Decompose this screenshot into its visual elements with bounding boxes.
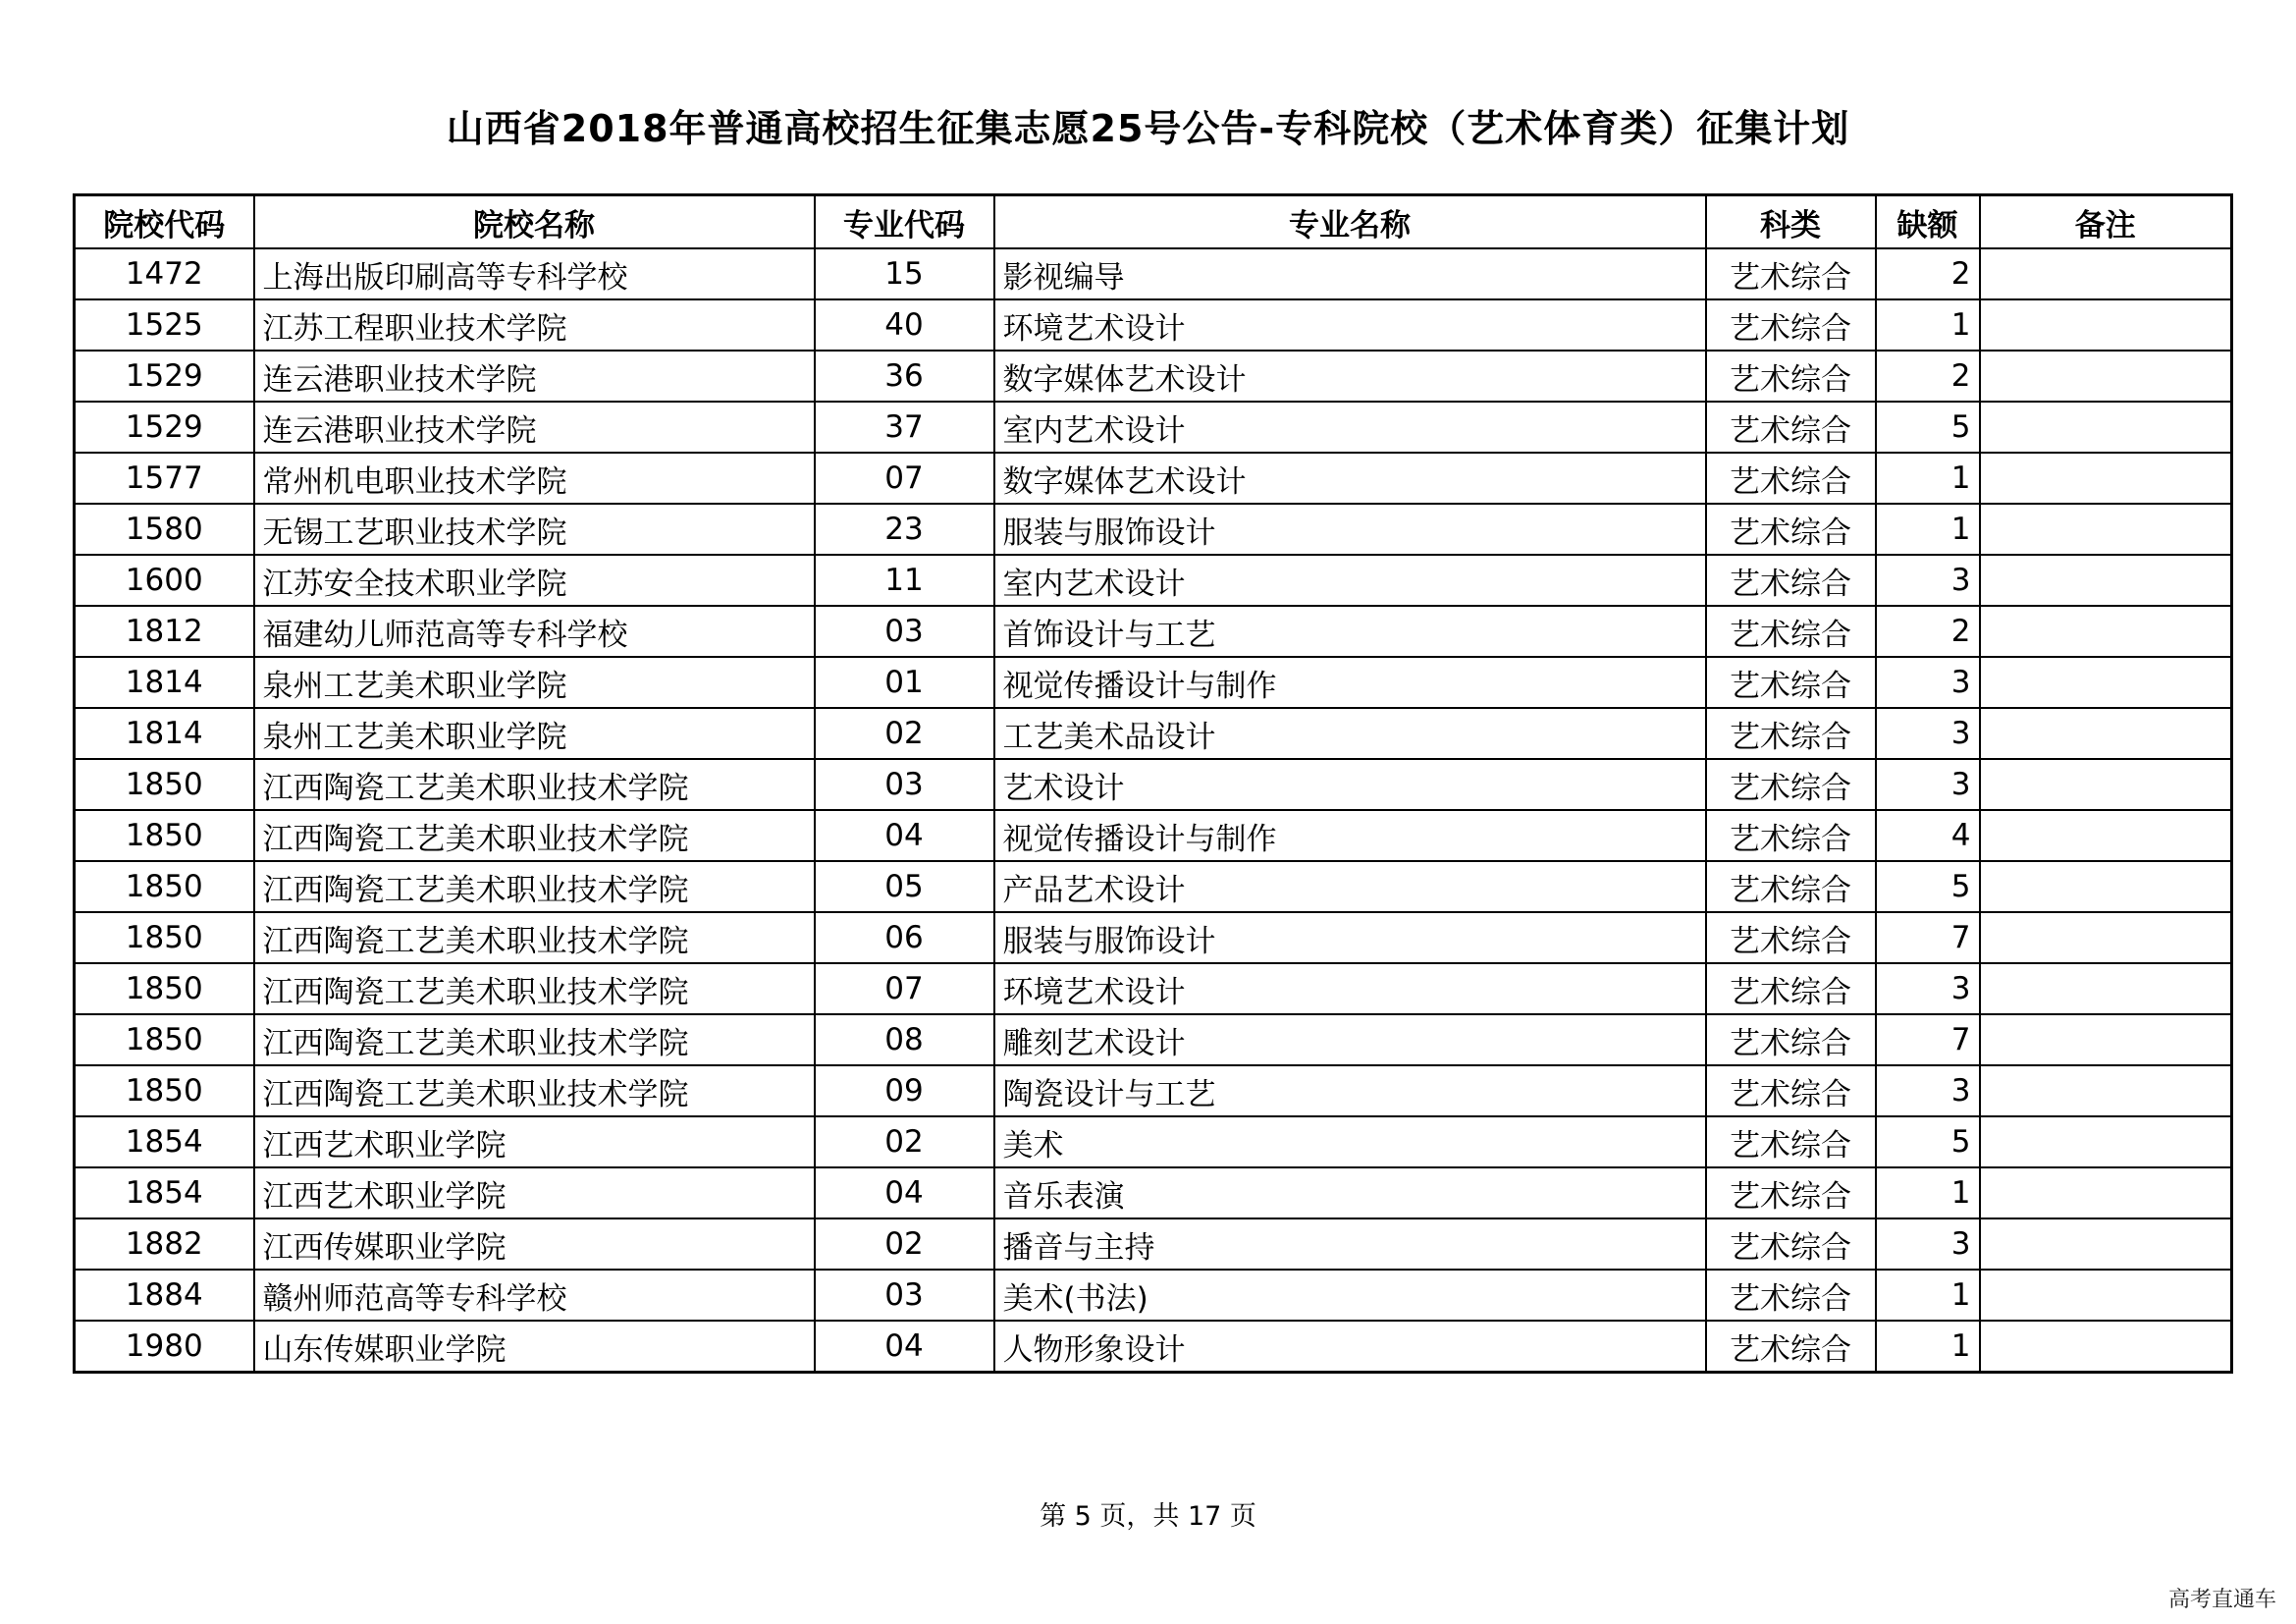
major-code-cell: 07 [815,453,994,504]
remarks-cell [1980,912,2232,963]
school-name-cell: 江西陶瓷工艺美术职业技术学院 [254,1014,815,1065]
major-code-cell: 06 [815,912,994,963]
school-code-cell: 1529 [75,402,254,453]
school-name-cell: 江苏工程职业技术学院 [254,299,815,351]
remarks-cell [1980,402,2232,453]
school-code-cell: 1882 [75,1218,254,1270]
major-code-cell: 02 [815,708,994,759]
major-code-cell: 07 [815,963,994,1014]
watermark: 高考直通车 [2167,1588,2276,1612]
remarks-cell [1980,1116,2232,1167]
remarks-cell [1980,555,2232,606]
table-row [75,1014,2232,1065]
school-name-cell: 连云港职业技术学院 [254,402,815,453]
school-name-cell: 江西陶瓷工艺美术职业技术学院 [254,759,815,810]
school-code-cell: 1529 [75,351,254,402]
school-name-cell: 江西陶瓷工艺美术职业技术学院 [254,912,815,963]
remarks-cell [1980,1270,2232,1321]
school-code-cell: 1850 [75,912,254,963]
remarks-cell [1980,299,2232,351]
school-name-cell: 江西艺术职业学院 [254,1116,815,1167]
page-number: 第 5 页，共 17 页 [1040,1501,1256,1532]
category-cell: 艺术综合 [1706,555,1876,606]
header-vacancy: 缺额 [1876,195,1980,249]
table-row [75,248,2232,299]
school-name-cell: 连云港职业技术学院 [254,351,815,402]
major-code-cell: 08 [815,1014,994,1065]
school-name-cell: 泉州工艺美术职业学院 [254,708,815,759]
major-name-cell: 数字媒体艺术设计 [994,351,1706,402]
table-row [75,912,2232,963]
school-name-cell: 江西陶瓷工艺美术职业技术学院 [254,1065,815,1116]
remarks-cell [1980,657,2232,708]
major-code-cell: 02 [815,1116,994,1167]
vacancy-cell: 3 [1876,555,1980,606]
school-code-cell: 1850 [75,1014,254,1065]
major-name-cell: 音乐表演 [994,1167,1706,1218]
remarks-cell [1980,1218,2232,1270]
major-code-cell: 05 [815,861,994,912]
major-name-cell: 美术(书法) [994,1270,1706,1321]
major-name-cell: 视觉传播设计与制作 [994,810,1706,861]
remarks-cell [1980,1014,2232,1065]
table-row [75,453,2232,504]
major-code-cell: 04 [815,810,994,861]
category-cell: 艺术综合 [1706,299,1876,351]
vacancy-cell: 7 [1876,1014,1980,1065]
major-code-cell: 01 [815,657,994,708]
remarks-cell [1980,708,2232,759]
vacancy-cell: 3 [1876,708,1980,759]
major-code-cell: 03 [815,1270,994,1321]
major-name-cell: 人物形象设计 [994,1321,1706,1373]
table-row [75,810,2232,861]
remarks-cell [1980,453,2232,504]
table-row [75,1065,2232,1116]
remarks-cell [1980,504,2232,555]
major-name-cell: 环境艺术设计 [994,299,1706,351]
category-cell: 艺术综合 [1706,504,1876,555]
remarks-cell [1980,606,2232,657]
category-cell: 艺术综合 [1706,759,1876,810]
vacancy-cell: 1 [1876,1321,1980,1373]
category-cell: 艺术综合 [1706,402,1876,453]
vacancy-cell: 3 [1876,657,1980,708]
major-code-cell: 03 [815,606,994,657]
vacancy-cell: 3 [1876,1218,1980,1270]
category-cell: 艺术综合 [1706,963,1876,1014]
school-code-cell: 1580 [75,504,254,555]
school-code-cell: 1850 [75,810,254,861]
school-code-cell: 1600 [75,555,254,606]
table-row [75,504,2232,555]
school-code-cell: 1472 [75,248,254,299]
major-code-cell: 04 [815,1167,994,1218]
remarks-cell [1980,351,2232,402]
school-code-cell: 1884 [75,1270,254,1321]
table-row [75,1167,2232,1218]
table-row [75,1116,2232,1167]
school-code-cell: 1854 [75,1116,254,1167]
category-cell: 艺术综合 [1706,453,1876,504]
category-cell: 艺术综合 [1706,861,1876,912]
school-code-cell: 1850 [75,1065,254,1116]
school-code-cell: 1850 [75,963,254,1014]
school-code-cell: 1814 [75,657,254,708]
category-cell: 艺术综合 [1706,1065,1876,1116]
header-major-name: 专业名称 [994,195,1706,249]
major-code-cell: 23 [815,504,994,555]
vacancy-cell: 2 [1876,351,1980,402]
school-code-cell: 1814 [75,708,254,759]
school-code-cell: 1577 [75,453,254,504]
table-row [75,606,2232,657]
header-category: 科类 [1706,195,1876,249]
category-cell: 艺术综合 [1706,912,1876,963]
remarks-cell [1980,248,2232,299]
major-name-cell: 播音与主持 [994,1218,1706,1270]
school-code-cell: 1850 [75,759,254,810]
vacancy-cell: 2 [1876,606,1980,657]
remarks-cell [1980,759,2232,810]
category-cell: 艺术综合 [1706,1167,1876,1218]
school-code-cell: 1980 [75,1321,254,1373]
vacancy-cell: 1 [1876,1167,1980,1218]
school-name-cell: 赣州师范高等专科学校 [254,1270,815,1321]
header-remarks: 备注 [1980,195,2232,249]
category-cell: 艺术综合 [1706,1014,1876,1065]
school-name-cell: 江西艺术职业学院 [254,1167,815,1218]
table-row [75,861,2232,912]
header-school-name: 院校名称 [254,195,815,249]
major-name-cell: 室内艺术设计 [994,555,1706,606]
table-header-row [75,195,2232,249]
major-name-cell: 数字媒体艺术设计 [994,453,1706,504]
school-code-cell: 1812 [75,606,254,657]
table-row [75,555,2232,606]
school-name-cell: 江西传媒职业学院 [254,1218,815,1270]
major-name-cell: 环境艺术设计 [994,963,1706,1014]
category-cell: 艺术综合 [1706,248,1876,299]
header-school-code: 院校代码 [75,195,254,249]
major-code-cell: 11 [815,555,994,606]
vacancy-cell: 1 [1876,504,1980,555]
major-name-cell: 艺术设计 [994,759,1706,810]
vacancy-cell: 1 [1876,1270,1980,1321]
major-name-cell: 美术 [994,1116,1706,1167]
major-code-cell: 04 [815,1321,994,1373]
table-body [75,248,2232,1373]
school-name-cell: 常州机电职业技术学院 [254,453,815,504]
major-name-cell: 服装与服饰设计 [994,912,1706,963]
school-code-cell: 1525 [75,299,254,351]
major-name-cell: 雕刻艺术设计 [994,1014,1706,1065]
major-name-cell: 室内艺术设计 [994,402,1706,453]
category-cell: 艺术综合 [1706,351,1876,402]
table-row [75,299,2232,351]
major-name-cell: 工艺美术品设计 [994,708,1706,759]
category-cell: 艺术综合 [1706,1321,1876,1373]
category-cell: 艺术综合 [1706,1270,1876,1321]
school-name-cell: 江西陶瓷工艺美术职业技术学院 [254,963,815,1014]
table-row [75,759,2232,810]
vacancy-cell: 5 [1876,1116,1980,1167]
enrollment-plan-table [73,193,2233,1374]
school-name-cell: 山东传媒职业学院 [254,1321,815,1373]
vacancy-cell: 1 [1876,453,1980,504]
major-code-cell: 15 [815,248,994,299]
table-row [75,708,2232,759]
major-code-cell: 36 [815,351,994,402]
school-name-cell: 福建幼儿师范高等专科学校 [254,606,815,657]
remarks-cell [1980,1321,2232,1373]
remarks-cell [1980,1167,2232,1218]
table-row [75,1270,2232,1321]
major-name-cell: 陶瓷设计与工艺 [994,1065,1706,1116]
table-row [75,657,2232,708]
table-row [75,963,2232,1014]
major-code-cell: 40 [815,299,994,351]
school-name-cell: 江西陶瓷工艺美术职业技术学院 [254,861,815,912]
major-name-cell: 产品艺术设计 [994,861,1706,912]
table-row [75,1321,2232,1373]
vacancy-cell: 3 [1876,963,1980,1014]
vacancy-cell: 3 [1876,759,1980,810]
header-major-code: 专业代码 [815,195,994,249]
category-cell: 艺术综合 [1706,657,1876,708]
vacancy-cell: 5 [1876,861,1980,912]
vacancy-cell: 1 [1876,299,1980,351]
category-cell: 艺术综合 [1706,708,1876,759]
school-name-cell: 江西陶瓷工艺美术职业技术学院 [254,810,815,861]
vacancy-cell: 5 [1876,402,1980,453]
remarks-cell [1980,810,2232,861]
remarks-cell [1980,861,2232,912]
major-code-cell: 03 [815,759,994,810]
table-row [75,1218,2232,1270]
category-cell: 艺术综合 [1706,1116,1876,1167]
major-name-cell: 首饰设计与工艺 [994,606,1706,657]
major-name-cell: 服装与服饰设计 [994,504,1706,555]
school-name-cell: 江苏安全技术职业学院 [254,555,815,606]
table-row [75,402,2232,453]
major-name-cell: 视觉传播设计与制作 [994,657,1706,708]
vacancy-cell: 2 [1876,248,1980,299]
school-name-cell: 泉州工艺美术职业学院 [254,657,815,708]
remarks-cell [1980,1065,2232,1116]
category-cell: 艺术综合 [1706,1218,1876,1270]
table-row [75,351,2232,402]
school-name-cell: 无锡工艺职业技术学院 [254,504,815,555]
vacancy-cell: 7 [1876,912,1980,963]
remarks-cell [1980,963,2232,1014]
category-cell: 艺术综合 [1706,810,1876,861]
major-code-cell: 37 [815,402,994,453]
school-code-cell: 1854 [75,1167,254,1218]
major-name-cell: 影视编导 [994,248,1706,299]
vacancy-cell: 4 [1876,810,1980,861]
category-cell: 艺术综合 [1706,606,1876,657]
page-title: 山西省2018年普通高校招生征集志愿25号公告-专科院校（艺术体育类）征集计划 [446,107,1850,150]
school-code-cell: 1850 [75,861,254,912]
school-name-cell: 上海出版印刷高等专科学校 [254,248,815,299]
major-code-cell: 09 [815,1065,994,1116]
vacancy-cell: 3 [1876,1065,1980,1116]
major-code-cell: 02 [815,1218,994,1270]
